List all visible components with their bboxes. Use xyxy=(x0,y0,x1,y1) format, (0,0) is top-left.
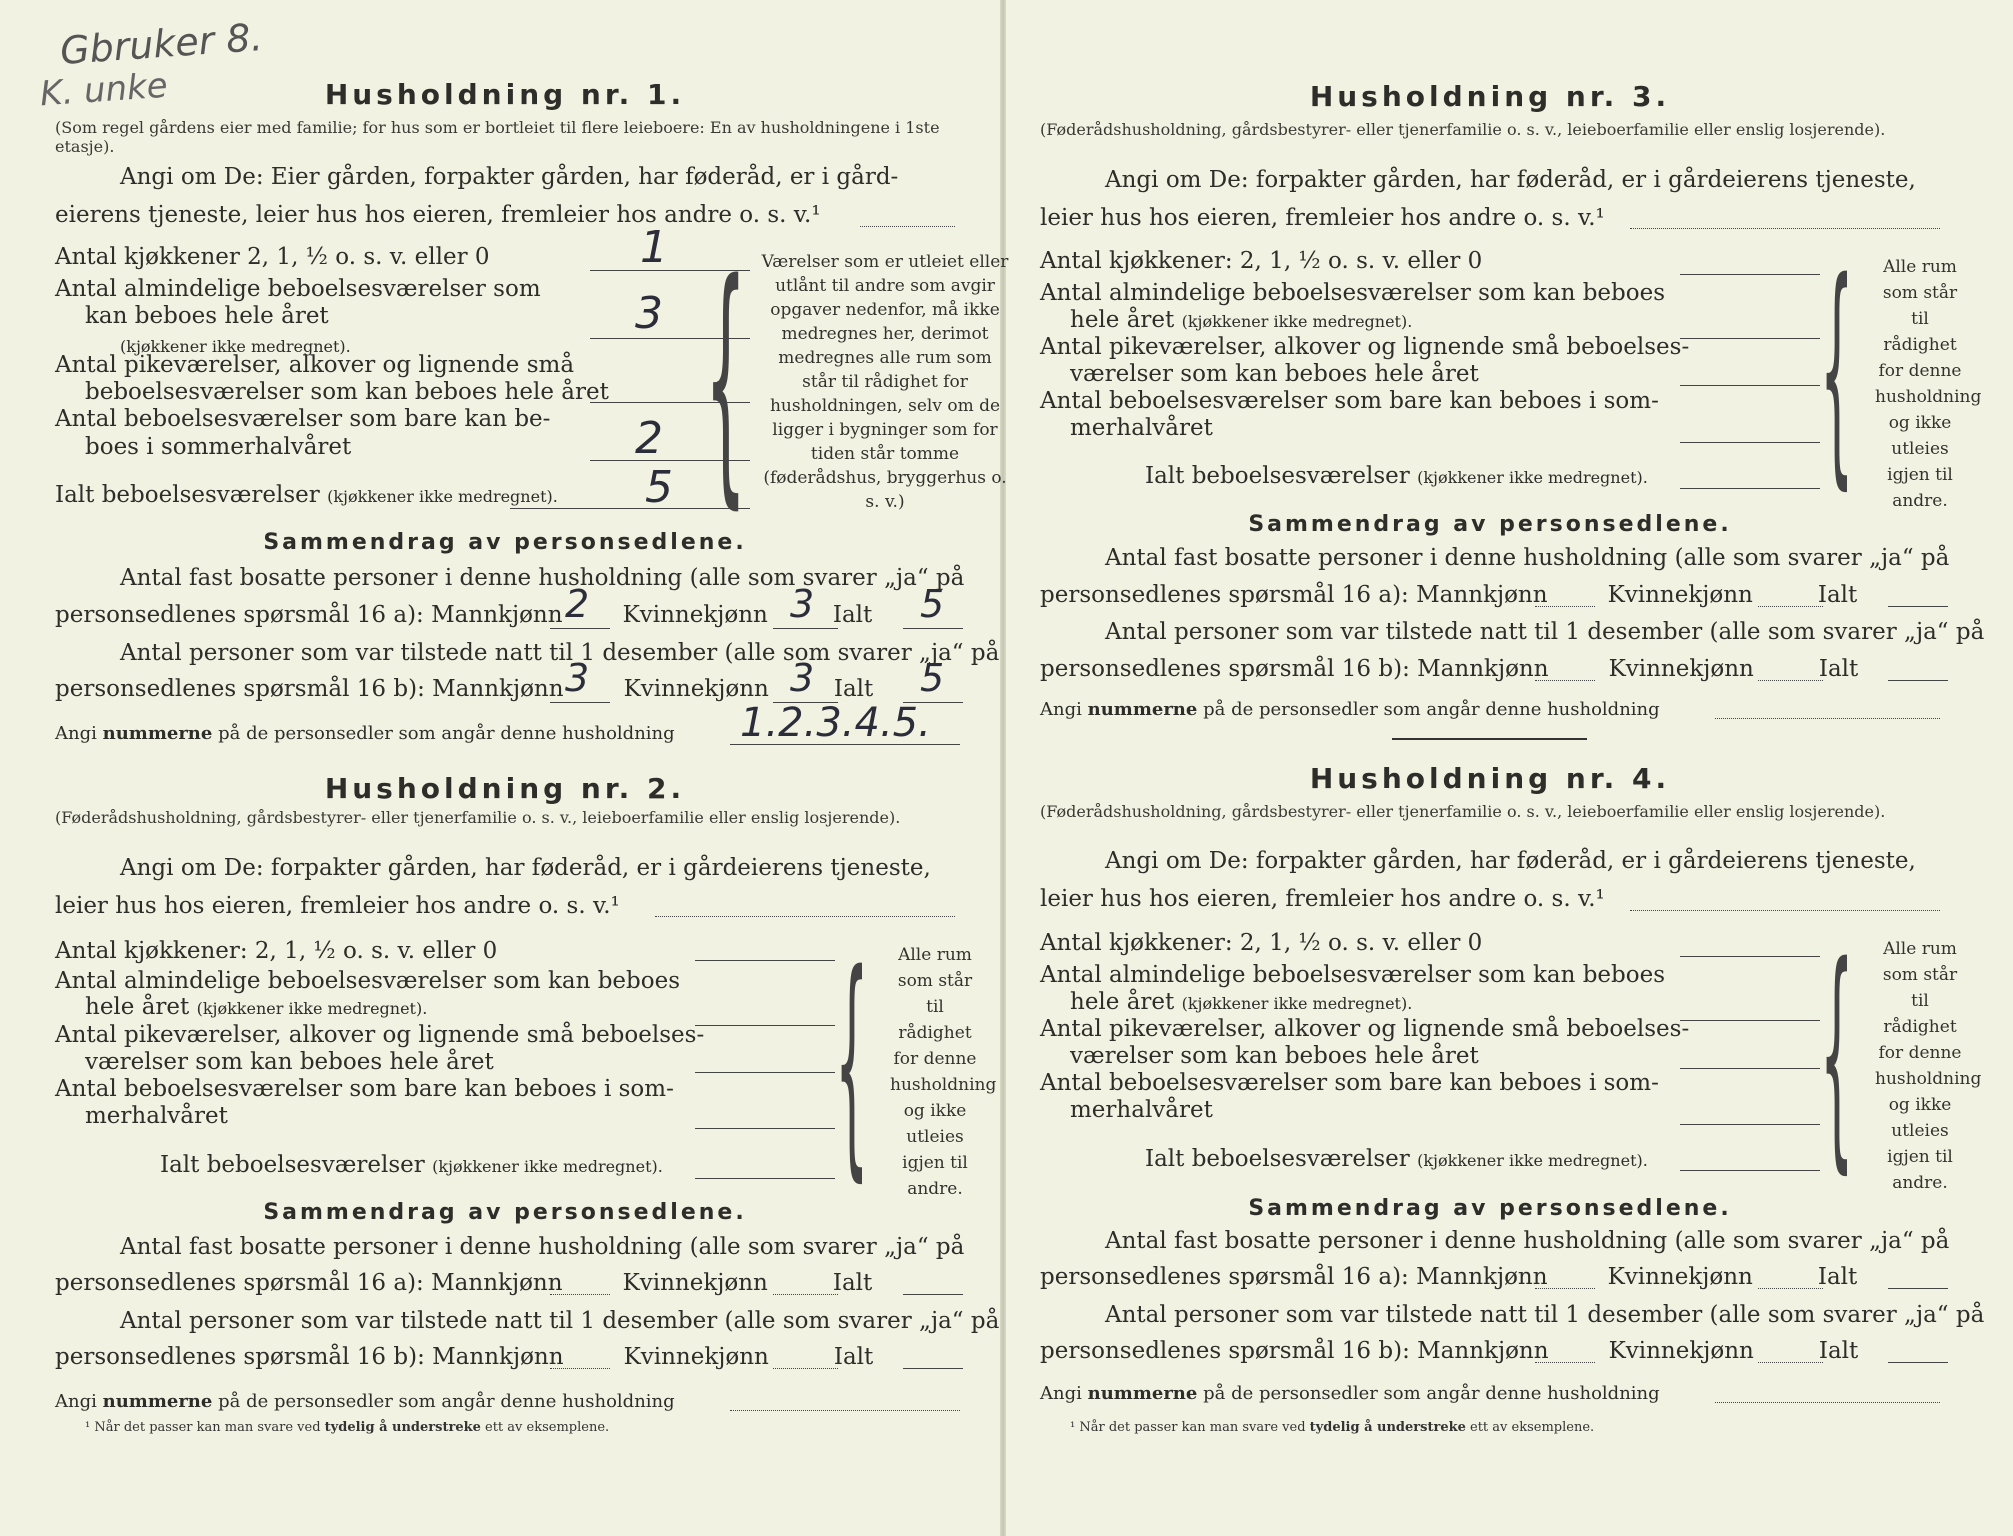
h4-b-mann-line[interactable] xyxy=(1535,1362,1595,1363)
h2-total-line[interactable] xyxy=(695,1178,835,1179)
h1-b-mann-line[interactable] xyxy=(550,702,610,703)
h4-total-line[interactable] xyxy=(1680,1170,1820,1171)
h3-kitchens-line[interactable] xyxy=(1680,274,1820,275)
h4-angi-1: Angi om De: forpakter gården, har føderåd, er i gårdeierens tjeneste, xyxy=(1105,848,1916,874)
h4-num-line[interactable] xyxy=(1715,1402,1940,1403)
h3-row-small-b: værelser som kan beboes hele året xyxy=(1070,361,1479,387)
h1-b-mann: 3 xyxy=(565,656,590,700)
h3-row-kitchens: Antal kjøkkener: 2, 1, ½ o. s. v. eller 0 xyxy=(1040,248,1483,274)
h4-row-small-a: Antal pikeværelser, alkover og lignende små beboelses- xyxy=(1040,1016,1690,1042)
h2-angi-2: leier hus hos eieren, fremleier hos andre o. s. v.¹ xyxy=(55,893,620,919)
h2-row-rooms-b: hele året (kjøkkener ikke medregnet). xyxy=(85,994,428,1020)
h1-a-kvinne: 3 xyxy=(790,582,815,626)
h3-angi-1: Angi om De: forpakter gården, har føderåd, er i gårdeierens tjeneste, xyxy=(1105,167,1916,193)
h1-a-mann-line[interactable] xyxy=(550,628,610,629)
h2-summary-b2: personsedlenes spørsmål 16 b): Mannkjønn Kvinnekjønn Ialt xyxy=(55,1344,874,1370)
h3-side-note: Alle rum som står til rådighet for denne husholdning og ikke utleies igjen til andre. xyxy=(1875,257,1982,511)
h3-b-kvinne-line[interactable] xyxy=(1758,680,1823,681)
h2-summary-a2: personsedlenes spørsmål 16 a): Mannkjønn Kvinnekjønn Ialt xyxy=(55,1270,873,1296)
h3-rooms-line[interactable] xyxy=(1680,338,1820,339)
h3-row-total: Ialt beboelsesværelser (kjøkkener ikke medregnet). xyxy=(1145,463,1648,489)
h3-brace: { xyxy=(1820,230,1854,510)
h2-angi-answer-line[interactable] xyxy=(655,916,955,917)
h3-a-mann-line[interactable] xyxy=(1535,606,1595,607)
left-footnote: ¹ Når det passer kan man svare ved tydelig å understreke ett av eksemplene. xyxy=(85,1420,610,1435)
h1-row-rooms-a: Antal almindelige beboelsesværelser som xyxy=(55,276,541,302)
h2-b-mann-line[interactable] xyxy=(550,1368,610,1369)
h4-a-kvinne-line[interactable] xyxy=(1758,1288,1823,1289)
h3-total-line[interactable] xyxy=(1680,488,1820,489)
h4-summary-b1: Antal personer som var tilstede natt til 1 desember (alle som svarer „ja“ på xyxy=(1105,1302,1985,1328)
h1-rooms-value: 3 xyxy=(635,288,663,339)
h4-title: Husholdning nr. 4. xyxy=(1309,762,1671,795)
h2-row-small-b: værelser som kan beboes hele året xyxy=(85,1049,494,1075)
h1-a-ialt: 5 xyxy=(920,582,945,626)
h3-b-ialt-line[interactable] xyxy=(1888,680,1948,681)
h2-row-small-a: Antal pikeværelser, alkover og lignende små beboelses- xyxy=(55,1022,705,1048)
h4-row-summer-b: merhalvåret xyxy=(1070,1097,1213,1123)
h4-row-kitchens: Antal kjøkkener: 2, 1, ½ o. s. v. eller 0 xyxy=(1040,930,1483,956)
h1-row-summer-b: boes i sommerhalvåret xyxy=(85,434,352,460)
h2-a-kvinne-line[interactable] xyxy=(773,1294,838,1295)
h4-summary-a1: Antal fast bosatte personer i denne husholdning (alle som svarer „ja“ på xyxy=(1105,1228,1950,1254)
h2-summary-b1: Antal personer som var tilstede natt til 1 desember (alle som svarer „ja“ på xyxy=(120,1308,1000,1334)
h4-b-kvinne-line[interactable] xyxy=(1758,1362,1823,1363)
h1-angi-2: eierens tjeneste, leier hus hos eieren, fremleier hos andre o. s. v.¹ xyxy=(55,202,821,228)
h2-summary-a1: Antal fast bosatte personer i denne husholdning (alle som svarer „ja“ på xyxy=(120,1234,965,1260)
h1-summary-b2: personsedlenes spørsmål 16 b): Mannkjønn Kvinnekjønn Ialt xyxy=(55,676,874,702)
h3-row-small-a: Antal pikeværelser, alkover og lignende små beboelses- xyxy=(1040,334,1690,360)
h1-b-ialt: 5 xyxy=(920,656,945,700)
h4-row-total: Ialt beboelsesværelser (kjøkkener ikke medregnet). xyxy=(1145,1146,1648,1172)
h2-rooms-line[interactable] xyxy=(695,1025,835,1026)
h3-a-ialt-line[interactable] xyxy=(1888,606,1948,607)
h4-summer-line[interactable] xyxy=(1680,1124,1820,1125)
h1-row-rooms-b: kan beboes hele året xyxy=(85,303,329,329)
h3-num-line[interactable] xyxy=(1715,718,1940,719)
h2-row-kitchens: Antal kjøkkener: 2, 1, ½ o. s. v. eller 0 xyxy=(55,938,498,964)
h1-title: Husholdning nr. 1. xyxy=(324,78,686,111)
h1-summary-title: Sammendrag av personsedlene. xyxy=(263,530,747,555)
h2-num-line[interactable] xyxy=(730,1410,960,1411)
h4-side-note: Alle rum som står til rådighet for denne husholdning og ikke utleies igjen til andre. xyxy=(1875,939,1982,1193)
h1-num-value: 1.2.3.4.5. xyxy=(740,700,931,746)
h4-row-rooms-b: hele året (kjøkkener ikke medregnet). xyxy=(1070,989,1413,1015)
h2-small-line[interactable] xyxy=(695,1072,835,1073)
h4-kitchens-line[interactable] xyxy=(1680,956,1820,957)
h2-row-total: Ialt beboelsesværelser (kjøkkener ikke medregnet). xyxy=(160,1152,663,1178)
left-page xyxy=(0,0,1003,1536)
h3-summary-a2: personsedlenes spørsmål 16 a): Mannkjønn Kvinnekjønn Ialt xyxy=(1040,582,1858,608)
margin-note-2: K. unke xyxy=(38,65,169,115)
h1-brace: { xyxy=(705,229,747,531)
h2-a-mann-line[interactable] xyxy=(550,1294,610,1295)
margin-note-1: Gbruker 8. xyxy=(58,14,264,74)
h2-row-summer-a: Antal beboelsesværelser som bare kan beboes i som- xyxy=(55,1076,674,1102)
h1-row-summer-a: Antal beboelsesværelser som bare kan be- xyxy=(55,406,551,432)
h3-summer-line[interactable] xyxy=(1680,442,1820,443)
h3-row-summer-b: merhalvåret xyxy=(1070,415,1213,441)
h1-summer-value: 2 xyxy=(635,413,663,464)
h2-brace: { xyxy=(835,922,869,1202)
h1-row-small-a: Antal pikeværelser, alkover og lignende små xyxy=(55,352,575,378)
h1-row-rooms-c: (kjøkkener ikke medregnet). xyxy=(120,337,351,356)
h3-summary-title: Sammendrag av personsedlene. xyxy=(1248,512,1732,537)
h1-row-small-b: beboelsesværelser som kan beboes hele året xyxy=(85,379,609,405)
h2-title: Husholdning nr. 2. xyxy=(324,772,686,805)
h3-summary-b2: personsedlenes spørsmål 16 b): Mannkjønn Kvinnekjønn Ialt xyxy=(1040,656,1859,682)
h1-a-ialt-line[interactable] xyxy=(903,628,963,629)
h3-angi-answer-line[interactable] xyxy=(1630,228,1940,229)
h1-subtitle: (Som regel gårdens eier med familie; for hus som er bortleiet til flere leieboere: En av husholdningene i 1ste etasje). xyxy=(55,118,940,156)
h4-summary-title: Sammendrag av personsedlene. xyxy=(1248,1196,1732,1221)
h4-rooms-line[interactable] xyxy=(1680,1020,1820,1021)
h3-row-rooms-a: Antal almindelige beboelsesværelser som kan beboes xyxy=(1040,280,1666,306)
h4-angi-num: Angi nummerne på de personsedler som angår denne husholdning xyxy=(1040,1383,1660,1404)
h1-angi-1: Angi om De: Eier gården, forpakter gården, har føderåd, er i gård- xyxy=(120,164,899,190)
h2-row-summer-b: merhalvåret xyxy=(85,1103,228,1129)
h1-b-kvinne: 3 xyxy=(790,656,815,700)
h4-a-mann-line[interactable] xyxy=(1535,1288,1595,1289)
page-fold xyxy=(1000,0,1006,1536)
h1-summary-b1: Antal personer som var tilstede natt til 1 desember (alle som svarer „ja“ på xyxy=(120,640,1000,666)
h2-angi-num: Angi nummerne på de personsedler som angår denne husholdning xyxy=(55,1391,675,1412)
h3-a-kvinne-line[interactable] xyxy=(1758,606,1823,607)
h1-a-mann: 2 xyxy=(565,582,590,626)
h4-b-ialt-line[interactable] xyxy=(1888,1362,1948,1363)
h3-summary-b1: Antal personer som var tilstede natt til 1 desember (alle som svarer „ja“ på xyxy=(1105,619,1985,645)
h2-summary-title: Sammendrag av personsedlene. xyxy=(263,1200,747,1225)
h1-angi-num: Angi nummerne på de personsedler som angår denne husholdning xyxy=(55,723,675,744)
h3-small-line[interactable] xyxy=(1680,385,1820,386)
h3-subtitle: (Føderådshusholdning, gårdsbestyrer- eller tjenerfamilie o. s. v., leieboerfamilie eller enslig losjerende). xyxy=(1040,120,1886,139)
h4-row-rooms-a: Antal almindelige beboelsesværelser som kan beboes xyxy=(1040,962,1666,988)
h1-angi-answer-line[interactable] xyxy=(860,226,955,227)
section-divider xyxy=(1392,738,1587,740)
h3-b-mann-line[interactable] xyxy=(1535,680,1595,681)
h4-row-summer-a: Antal beboelsesværelser som bare kan beboes i som- xyxy=(1040,1070,1659,1096)
h1-row-kitchens: Antal kjøkkener 2, 1, ½ o. s. v. eller 0 xyxy=(55,244,490,270)
right-footnote: ¹ Når det passer kan man svare ved tydelig å understreke ett av eksemplene. xyxy=(1070,1420,1595,1435)
h3-summary-a1: Antal fast bosatte personer i denne husholdning (alle som svarer „ja“ på xyxy=(1105,545,1950,571)
h3-row-rooms-b: hele året (kjøkkener ikke medregnet). xyxy=(1070,307,1413,333)
h3-title: Husholdning nr. 3. xyxy=(1309,80,1671,113)
h3-row-summer-a: Antal beboelsesværelser som bare kan beboes i som- xyxy=(1040,388,1659,414)
h2-b-kvinne-line[interactable] xyxy=(773,1368,838,1369)
h2-row-rooms-a: Antal almindelige beboelsesværelser som kan beboes xyxy=(55,968,681,994)
h3-angi-num: Angi nummerne på de personsedler som angår denne husholdning xyxy=(1040,699,1660,720)
h2-a-ialt-line[interactable] xyxy=(903,1294,963,1295)
h2-summer-line[interactable] xyxy=(695,1128,835,1129)
h4-a-ialt-line[interactable] xyxy=(1888,1288,1948,1289)
h4-small-line[interactable] xyxy=(1680,1068,1820,1069)
h2-angi-1: Angi om De: forpakter gården, har føderåd, er i gårdeierens tjeneste, xyxy=(120,855,931,881)
h1-side-note: Værelser som er utleiet eller utlånt til andre som avgir opgaver nedenfor, må ikke medregnes her, derimot medregnes alle rum som står til rådighet for husholdningen, selv om de ligger i bygninger som for tiden står tomme (føderådshus, bryggerhus o. s. v.) xyxy=(761,252,1009,512)
h2-kitchens-line[interactable] xyxy=(695,960,835,961)
h1-summary-a2: personsedlenes spørsmål 16 a): Mannkjønn Kvinnekjønn Ialt xyxy=(55,602,873,628)
h3-angi-2: leier hus hos eieren, fremleier hos andre o. s. v.¹ xyxy=(1040,205,1605,231)
h2-b-ialt-line[interactable] xyxy=(903,1368,963,1369)
h1-kitchens-value: 1 xyxy=(640,222,668,273)
h4-summary-b2: personsedlenes spørsmål 16 b): Mannkjønn Kvinnekjønn Ialt xyxy=(1040,1338,1859,1364)
h1-a-kvinne-line[interactable] xyxy=(773,628,838,629)
h4-brace: { xyxy=(1820,914,1854,1194)
h2-subtitle: (Føderådshusholdning, gårdsbestyrer- eller tjenerfamilie o. s. v., leieboerfamilie eller enslig losjerende). xyxy=(55,808,901,827)
h1-total-value: 5 xyxy=(645,462,673,513)
h4-subtitle: (Føderådshusholdning, gårdsbestyrer- eller tjenerfamilie o. s. v., leieboerfamilie eller enslig losjerende). xyxy=(1040,802,1886,821)
h4-angi-2: leier hus hos eieren, fremleier hos andre o. s. v.¹ xyxy=(1040,886,1605,912)
h1-summary-a1: Antal fast bosatte personer i denne husholdning (alle som svarer „ja“ på xyxy=(120,565,965,591)
h4-summary-a2: personsedlenes spørsmål 16 a): Mannkjønn Kvinnekjønn Ialt xyxy=(1040,1264,1858,1290)
h4-angi-answer-line[interactable] xyxy=(1630,910,1940,911)
h1-row-total: Ialt beboelsesværelser (kjøkkener ikke medregnet). xyxy=(55,482,558,508)
h4-row-small-b: værelser som kan beboes hele året xyxy=(1070,1043,1479,1069)
h2-side-note: Alle rum som står til rådighet for denne husholdning og ikke utleies igjen til andre. xyxy=(890,945,997,1199)
